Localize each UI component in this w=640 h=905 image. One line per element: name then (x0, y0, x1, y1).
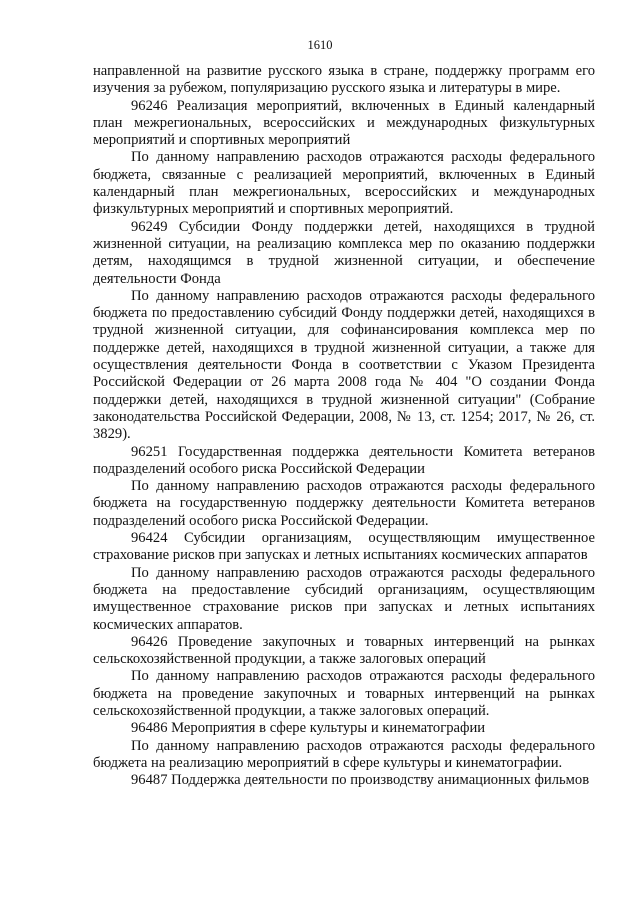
paragraph-continuation: направленной на развитие русского языка в стране, поддержку программ его изучения за рубежом, популяризацию русского языка и литературы в мире. (93, 63, 595, 97)
expense-description-96249: По данному направлению расходов отражаются расходы федерального бюджета по предоставлению субсидий Фонду поддержки детей, находящихся в трудной жизненной ситуации, для софинансирования комплекса мер по поддержке детей, находящихся в трудной жизненной ситуации, а также для осуществления деятельности Фонда в соответствии с Указом Президента Российской Федерации от 26 марта 2008 года № 404 "О создании Фонда поддержки детей, находящихся в трудной жизненной ситуации" (Собрание законодательства Российской Федерации, 2008, № 13, ст. 1254; 2017, № 26, ст. 3829). (93, 287, 595, 443)
document-body (93, 63, 595, 789)
expense-item-96249: 96249 Субсидии Фонду поддержки детей, находящихся в трудной жизненной ситуации, на реализацию комплекса мер по оказанию поддержки детям, находящимся в трудной жизненной ситуации, и обеспечение деятельности Фонда (93, 218, 595, 287)
expense-description-96246: По данному направлению расходов отражаются расходы федерального бюджета, связанные с реализацией мероприятий, включенных в Единый календарный план межрегиональных, всероссийских и международных физкультурных мероприятий и спортивных мероприятий. (93, 149, 595, 218)
page-number: 1610 (307, 38, 333, 52)
expense-description-96426: По данному направлению расходов отражаются расходы федерального бюджета на проведение закупочных и товарных интервенций на рынках сельскохозяйственной продукции, а также залоговых операций. (93, 668, 595, 719)
expense-item-96426: 96426 Проведение закупочных и товарных интервенций на рынках сельскохозяйственной продукции, а также залоговых операций (93, 633, 595, 668)
expense-description-96251: По данному направлению расходов отражаются расходы федерального бюджета на государственную поддержку деятельности Комитета ветеранов подразделений особого риска Российской Федерации. (93, 478, 595, 529)
expense-item-96424: 96424 Субсидии организациям, осуществляющим имущественное страхование рисков при запусках и летных испытаниях космических аппаратов (93, 530, 595, 564)
expense-description-96486: По данному направлению расходов отражаются расходы федерального бюджета на реализацию мероприятий в сфере культуры и кинематографии. (93, 737, 595, 771)
expense-item-96487: 96487 Поддержка деятельности по производству анимационных фильмов (131, 772, 590, 789)
expense-item-96246: 96246 Реализация мероприятий, включенных в Единый календарный план межрегиональных, всероссийских и международных физкультурных мероприятий и спортивных мероприятий (93, 97, 595, 149)
expense-description-96424: По данному направлению расходов отражаются расходы федерального бюджета на предоставление субсидий организациям, осуществляющим имущественное страхование рисков при запусках и летных испытаниях космических аппаратов. (93, 564, 595, 633)
expense-item-96251: 96251 Государственная поддержка деятельности Комитета ветеранов подразделений особого риска Российской Федерации (93, 443, 595, 477)
expense-item-96486: 96486 Мероприятия в сфере культуры и кинематографии (131, 720, 486, 737)
